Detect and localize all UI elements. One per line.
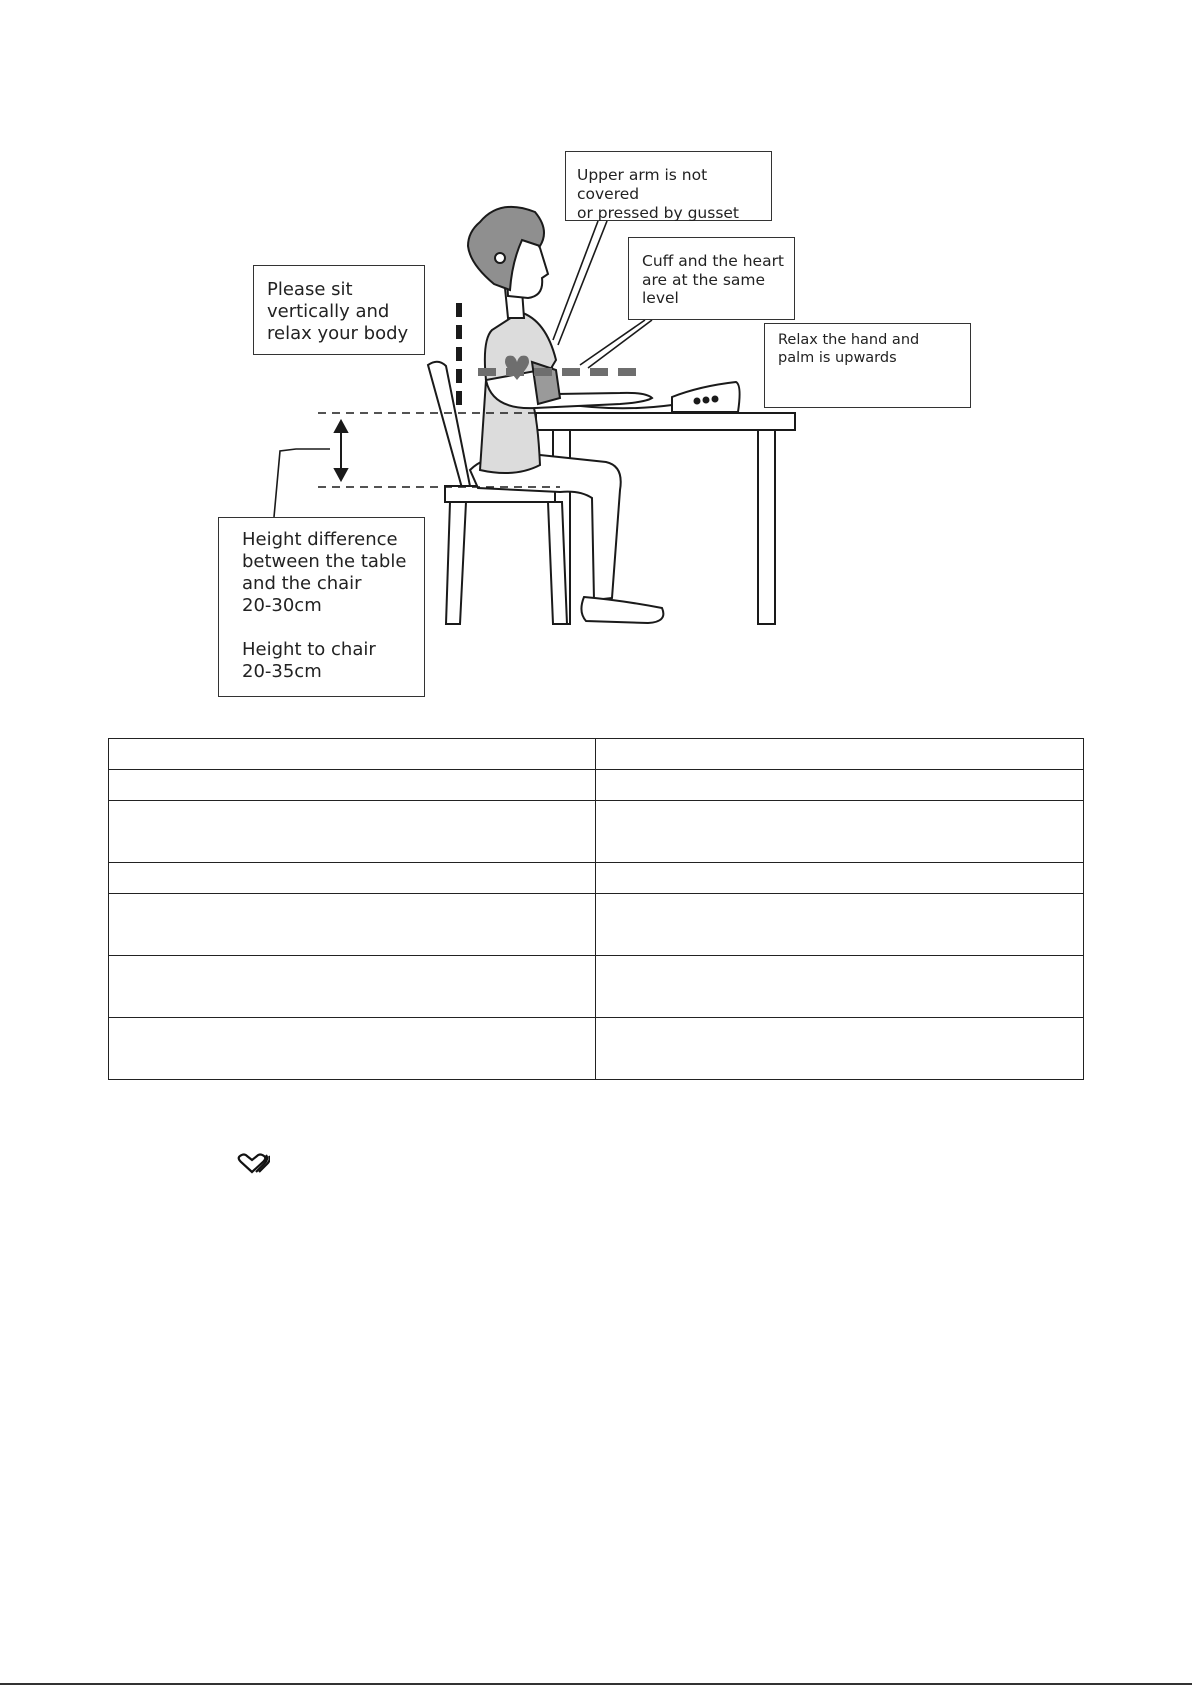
callout-line: 20-30cm [242, 594, 322, 616]
callout-line: 20-35cm [242, 660, 322, 682]
callout-line: Relax the hand and [778, 332, 920, 348]
table-cell [109, 1018, 596, 1080]
person-foot [581, 597, 663, 623]
table-row [109, 739, 1084, 770]
table-row [109, 770, 1084, 801]
callout-cuff-heart-level [628, 237, 795, 320]
table-row [109, 801, 1084, 863]
table-cell [596, 770, 1084, 801]
table-cell [596, 739, 1084, 770]
table-row [109, 894, 1084, 956]
callout-line: Height to chair [242, 638, 376, 660]
table-cell [109, 801, 596, 863]
chair-back [428, 362, 470, 488]
callout-line: Upper arm is not covered [577, 166, 708, 203]
table-cell [109, 739, 596, 770]
table-cell [596, 801, 1084, 863]
callout-upper-arm [565, 151, 772, 221]
callout-line: between the table [242, 550, 407, 572]
table-cell [596, 956, 1084, 1018]
callout-sit-vertically [253, 265, 425, 355]
posture-illustration [0, 0, 1192, 720]
callout-line: level [642, 289, 679, 308]
table-row [109, 1018, 1084, 1080]
callout-line: Cuff and the heart [642, 252, 785, 270]
callout-height-difference [218, 517, 425, 697]
spacer [242, 617, 424, 639]
callout-line: are at the same [642, 270, 766, 289]
table-top [536, 413, 795, 430]
callout-line: Please sit [267, 279, 353, 300]
person-legs [470, 454, 621, 600]
info-table [108, 738, 1084, 1080]
table-cell [109, 863, 596, 894]
callout-line: or pressed by gusset [577, 203, 740, 222]
table-cell [109, 770, 596, 801]
table-cell [109, 894, 596, 956]
table-cell [596, 894, 1084, 956]
callout-line: vertically and [267, 300, 390, 322]
callout-relax-hand [764, 323, 971, 408]
callout-line: palm is upwards [778, 349, 897, 366]
callout-line: and the chair [242, 572, 362, 594]
callout-line: Height difference [242, 529, 398, 550]
table-row [109, 956, 1084, 1018]
table-cell [109, 956, 596, 1018]
table-row [109, 863, 1084, 894]
table-cell [596, 1018, 1084, 1080]
callout-line: relax your body [267, 322, 409, 344]
chair-leg-front [446, 502, 466, 624]
table-leg-right [758, 430, 775, 624]
double-heart-icon [236, 1153, 270, 1175]
table-cell [596, 863, 1084, 894]
